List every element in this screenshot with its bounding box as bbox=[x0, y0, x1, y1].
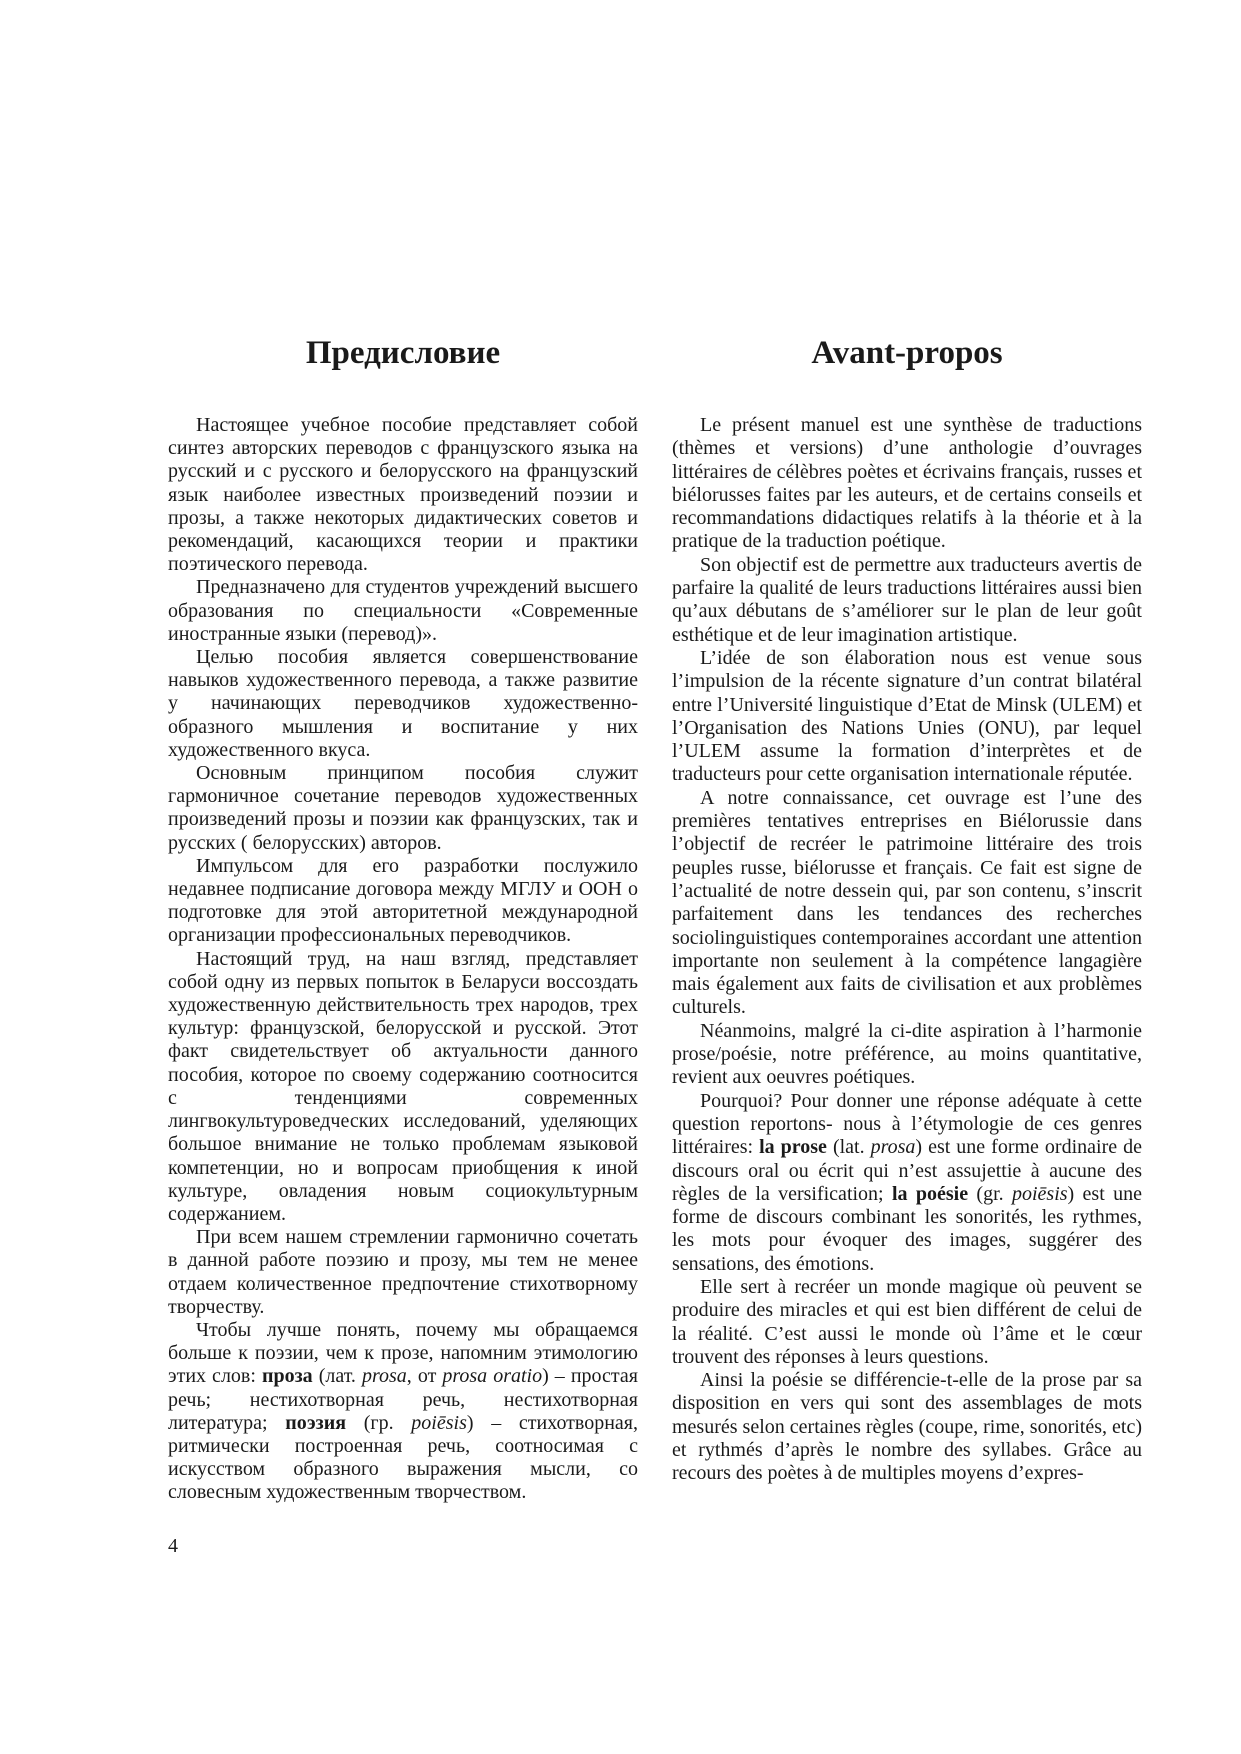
french-paragraph: Son objectif est de permettre aux traducteurs avertis de parfaire la qualité de leurs traductions littéraires aussi bien qu’aux débutans de s’améliorer sur le plan de leur goût esthétique et de leur imagination artistique. bbox=[672, 553, 1142, 646]
french-column bbox=[672, 330, 1142, 1486]
french-etymology-paragraph: Pourquoi? Pour donner une réponse adéquate à cette question reportons- nous à l’étymologie de ces genres littéraires: la prose (lat. prosa) est une forme ordinaire de discours oral ou écrit qui n’est assujettie à aucune des règles de la versification; la poésie (gr. poiēsis) est une forme de discours combinant les sonorités, les rythmes, les mots pour évoquer des images, suggérer des sensations, des émotions. bbox=[672, 1089, 1142, 1275]
term-proza: проза bbox=[261, 1365, 313, 1388]
french-paragraph: Néanmoins, malgré la ci-dite aspiration à l’harmonie prose/poésie, notre préférence, au moins quantitative, revient aux oeuvres poétiques. bbox=[672, 1019, 1142, 1089]
term-poeziya: поэзия bbox=[285, 1411, 347, 1434]
term-la-prose: la prose bbox=[759, 1136, 827, 1159]
russian-title: Предисловие bbox=[305, 335, 501, 371]
french-paragraph: Elle sert à recréer un monde magique où peuvent se produire des miracles et qui est bien différent de celui de la réalité. C’est aussi le monde où l’âme et le cœur trouvent des réponses à leurs questions. bbox=[672, 1275, 1142, 1368]
french-paragraph: Ainsi la poésie se différencie-t-elle de la prose par sa disposition en vers qui sont des assemblages de mots mesurés selon certaines règles (coupe, rime, sonorités, etc) et rythmés d’après le nombre des syllabes. Grâce au recours des poètes à de multiples moyens d’expres- bbox=[672, 1369, 1142, 1485]
french-body bbox=[672, 414, 1142, 1486]
russian-paragraph: Предназначено для студентов учреждений высшего образования по специальности «Современные иностранные языки (перевод)». bbox=[168, 576, 638, 645]
page-number: 4 bbox=[168, 1535, 178, 1557]
russian-paragraph: Настоящий труд, на наш взгляд, представляет собой одну из первых попыток в Беларуси воссоздать художественную действительность трех народов, трех культур: французской, белорусской и русской. Этот факт свидетельствует об актуальности данного пособия, которое по своему содержанию соотносится с тенденциями современных лингвокультуроведческих исследований, уделяющих большое внимание не только проблемам языковой компетенции, но и вопросам приобщения к иной культуре, овладения новым социокультурным содержанием. bbox=[168, 947, 638, 1225]
french-paragraph: Le présent manuel est une synthèse de traductions (thèmes et versions) d’une anthologie d’ouvrages littéraires de célèbres poètes et écrivains français, russes et biélorusses faites par les auteurs, et de certains conseils et recommandations didactiques relatifs à la théorie et à la pratique de la traduction poétique. bbox=[672, 414, 1142, 553]
russian-paragraph: Основным принципом пособия служит гармоничное сочетание переводов художественных произведений прозы и поэзии как французских, так и русских ( белорусских) авторов. bbox=[168, 762, 638, 854]
russian-paragraph: Целью пособия является совершенствование навыков художественного перевода, а также развитие у начинающих переводчиков художественно-образного мышления и воспитание у них художественного вкуса. bbox=[168, 646, 638, 761]
french-paragraph: L’idée de son élaboration nous est venue sous l’impulsion de la récente signature d’un contrat bilatéral entre l’Université linguistique d’Etat de Minsk (ULEM) et l’Organisation des Nations Unies (ONU), par lequel l’ULEM assume la formation d’interprètes et de traducteurs pour cette organisation internationale réputée. bbox=[672, 646, 1142, 786]
russian-paragraph: Импульсом для его разработки послужило недавнее подписание договора между МГЛУ и ООН о подготовке для этой авторитетной международной организации профессиональных переводчиков. bbox=[168, 854, 638, 947]
term-la-poesie: la poésie bbox=[891, 1182, 969, 1205]
russian-paragraph: При всем нашем стремлении гармонично сочетать в данной работе поэзию и прозу, мы тем не менее отдаем количественное предпочтение стихотворному творчеству. bbox=[168, 1226, 638, 1318]
russian-body bbox=[168, 414, 638, 1505]
french-paragraph: A notre connaissance, cet ouvrage est l’une des premières tentatives entreprises en Biélorussie dans l’objectif de recréer le patrimoine littéraire des trois peuples russe, biélorusse et français. Ce fait est signe de l’actualité de notre dessein qui, par son contenu, s’inscrit parfaitement dans les tendances des recherches sociolinguistiques contemporaines accordant une attention importante non seulement à la compétence langagière mais également aux faits de civilisation et aux problèmes culturels. bbox=[672, 786, 1142, 1019]
russian-paragraph: Настоящее учебное пособие представляет собой синтез авторских переводов с французского языка на русский и с русского и белорусского на французский язык наиболее известных произведений поэзии и прозы, а также некоторых дидактических советов и рекомендаций, касающихся теории и практики поэтического перевода. bbox=[168, 414, 638, 576]
russian-etymology-paragraph: Чтобы лучше понять, почему мы обращаемся больше к поэзии, чем к прозе, напомним этимологию этих слов: проза (лат. prosa, от prosa oratio) – простая речь; нестихотворная речь, нестихотворная литература; поэзия (гр. poiēsis) – стихотворная, ритмически построенная речь, соотносимая с искусством образного выражения мысли, со словесным художественным творчеством. bbox=[168, 1318, 639, 1504]
french-title: Avant-propos bbox=[811, 335, 1003, 371]
russian-column bbox=[168, 330, 638, 1505]
